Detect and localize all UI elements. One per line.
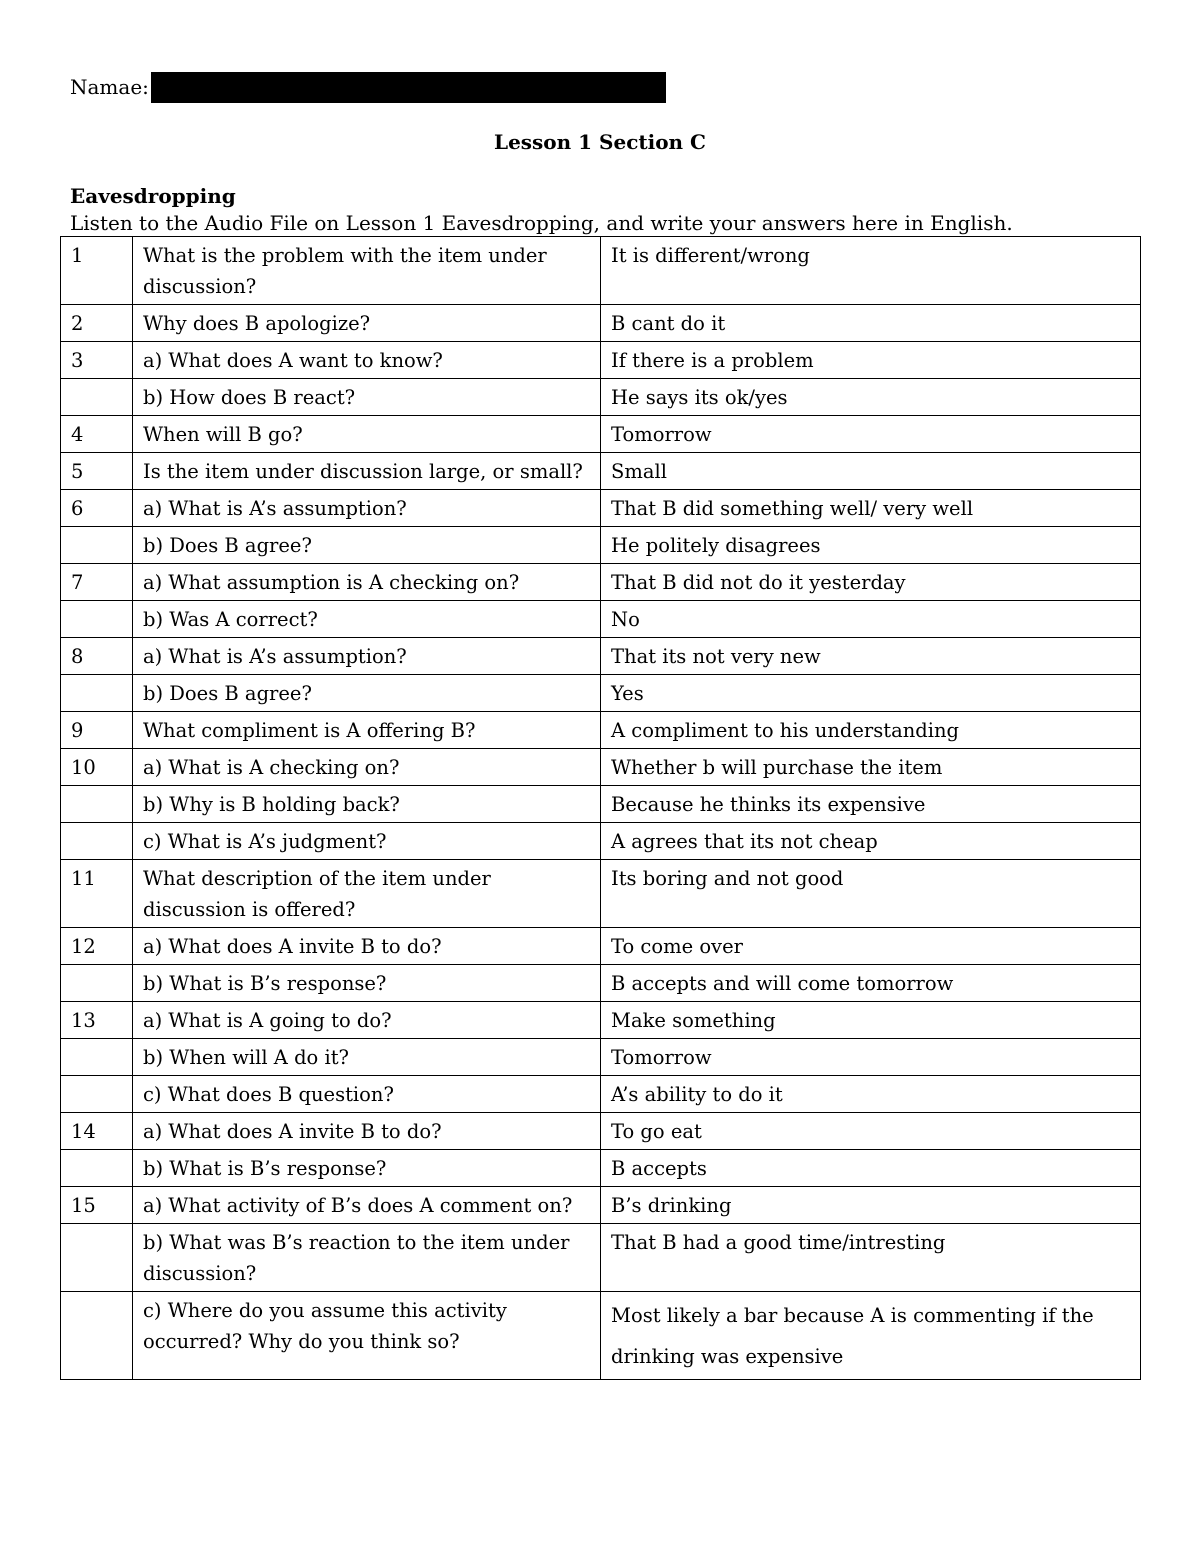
question-text: b) Does B agree? — [133, 527, 601, 564]
question-number: 10 — [61, 749, 133, 786]
question-number — [61, 1076, 133, 1113]
answer-text: A compliment to his understanding — [601, 712, 1141, 749]
question-number — [61, 601, 133, 638]
question-number — [61, 675, 133, 712]
question-text: a) What is A’s assumption? — [133, 490, 601, 527]
question-text: What compliment is A offering B? — [133, 712, 601, 749]
answer-text: Tomorrow — [601, 416, 1141, 453]
question-text: b) What is B’s response? — [133, 1150, 601, 1187]
table-row — [61, 786, 1141, 823]
table-row — [61, 237, 1141, 305]
question-number — [61, 1292, 133, 1380]
question-text: a) What is A going to do? — [133, 1002, 601, 1039]
table-row — [61, 860, 1141, 928]
table-row — [61, 1076, 1141, 1113]
answer-text: Tomorrow — [601, 1039, 1141, 1076]
question-text: b) How does B react? — [133, 379, 601, 416]
question-number — [61, 527, 133, 564]
question-text: c) What is A’s judgment? — [133, 823, 601, 860]
table-row — [61, 1224, 1141, 1292]
question-number: 7 — [61, 564, 133, 601]
table-row — [61, 342, 1141, 379]
answer-text: If there is a problem — [601, 342, 1141, 379]
question-number — [61, 1039, 133, 1076]
question-text: a) What activity of B’s does A comment on? — [133, 1187, 601, 1224]
answer-text: Its boring and not good — [601, 860, 1141, 928]
table-row — [61, 564, 1141, 601]
name-redaction-bar — [151, 72, 666, 103]
answer-text: Whether b will purchase the item — [601, 749, 1141, 786]
table-row — [61, 601, 1141, 638]
answer-text: A’s ability to do it — [601, 1076, 1141, 1113]
question-text: b) What is B’s response? — [133, 965, 601, 1002]
answer-text: That B had a good time/intresting — [601, 1224, 1141, 1292]
table-row — [61, 928, 1141, 965]
question-number — [61, 1150, 133, 1187]
question-number: 11 — [61, 860, 133, 928]
table-row — [61, 749, 1141, 786]
answer-text: Yes — [601, 675, 1141, 712]
answer-text: B cant do it — [601, 305, 1141, 342]
table-row — [61, 1292, 1141, 1380]
answer-text: No — [601, 601, 1141, 638]
question-number: 2 — [61, 305, 133, 342]
page-title: Lesson 1 Section C — [494, 130, 706, 154]
question-number: 8 — [61, 638, 133, 675]
table-row — [61, 1113, 1141, 1150]
question-number — [61, 823, 133, 860]
name-row — [70, 72, 666, 102]
answer-text: Small — [601, 453, 1141, 490]
answer-text: To come over — [601, 928, 1141, 965]
question-text: Is the item under discussion large, or small? — [133, 453, 601, 490]
question-text: b) What was B’s reaction to the item under discussion? — [133, 1224, 601, 1292]
question-number: 5 — [61, 453, 133, 490]
question-number — [61, 1224, 133, 1292]
question-text: a) What is A checking on? — [133, 749, 601, 786]
question-text: When will B go? — [133, 416, 601, 453]
question-number: 3 — [61, 342, 133, 379]
table-row — [61, 416, 1141, 453]
question-text: a) What does A want to know? — [133, 342, 601, 379]
question-text: c) Where do you assume this activity occurred? Why do you think so? — [133, 1292, 601, 1380]
answer-text: That B did not do it yesterday — [601, 564, 1141, 601]
table-row — [61, 453, 1141, 490]
question-text: Why does B apologize? — [133, 305, 601, 342]
question-number: 4 — [61, 416, 133, 453]
table-row — [61, 823, 1141, 860]
table-row — [61, 638, 1141, 675]
answer-text: B accepts and will come tomorrow — [601, 965, 1141, 1002]
answer-text: It is different/wrong — [601, 237, 1141, 305]
question-text: b) Why is B holding back? — [133, 786, 601, 823]
instructions: Listen to the Audio File on Lesson 1 Eavesdropping, and write your answers here in English. — [70, 211, 1013, 235]
question-text: b) Was A correct? — [133, 601, 601, 638]
question-number: 15 — [61, 1187, 133, 1224]
question-number: 13 — [61, 1002, 133, 1039]
question-text: c) What does B question? — [133, 1076, 601, 1113]
question-text: What is the problem with the item under discussion? — [133, 237, 601, 305]
table-row — [61, 675, 1141, 712]
question-text: a) What is A’s assumption? — [133, 638, 601, 675]
answer-text: Because he thinks its expensive — [601, 786, 1141, 823]
question-number: 14 — [61, 1113, 133, 1150]
question-text: a) What does A invite B to do? — [133, 928, 601, 965]
table-row — [61, 305, 1141, 342]
answer-text: He says its ok/yes — [601, 379, 1141, 416]
question-number: 6 — [61, 490, 133, 527]
question-number — [61, 965, 133, 1002]
question-text: b) Does B agree? — [133, 675, 601, 712]
table-row — [61, 1002, 1141, 1039]
answer-text: A agrees that its not cheap — [601, 823, 1141, 860]
answer-text: That its not very new — [601, 638, 1141, 675]
question-number: 12 — [61, 928, 133, 965]
answer-text: Make something — [601, 1002, 1141, 1039]
table-row — [61, 965, 1141, 1002]
answer-text: That B did something well/ very well — [601, 490, 1141, 527]
section-heading: Eavesdropping — [70, 184, 236, 208]
table-row — [61, 712, 1141, 749]
question-text: a) What does A invite B to do? — [133, 1113, 601, 1150]
table-row — [61, 1187, 1141, 1224]
answer-text: B accepts — [601, 1150, 1141, 1187]
question-text: What description of the item under discussion is offered? — [133, 860, 601, 928]
answer-text: Most likely a bar because A is commenting if the drinking was expensive — [601, 1292, 1141, 1380]
table-row — [61, 490, 1141, 527]
answer-text: He politely disagrees — [601, 527, 1141, 564]
question-number — [61, 379, 133, 416]
table-row — [61, 1150, 1141, 1187]
question-text: a) What assumption is A checking on? — [133, 564, 601, 601]
table-row — [61, 527, 1141, 564]
name-label: Namae: — [70, 75, 149, 99]
table-row — [61, 1039, 1141, 1076]
question-text: b) When will A do it? — [133, 1039, 601, 1076]
answer-text: To go eat — [601, 1113, 1141, 1150]
answer-text: B’s drinking — [601, 1187, 1141, 1224]
table-row — [61, 379, 1141, 416]
question-number — [61, 786, 133, 823]
question-number: 9 — [61, 712, 133, 749]
question-answer-table — [60, 236, 1141, 1380]
question-number: 1 — [61, 237, 133, 305]
